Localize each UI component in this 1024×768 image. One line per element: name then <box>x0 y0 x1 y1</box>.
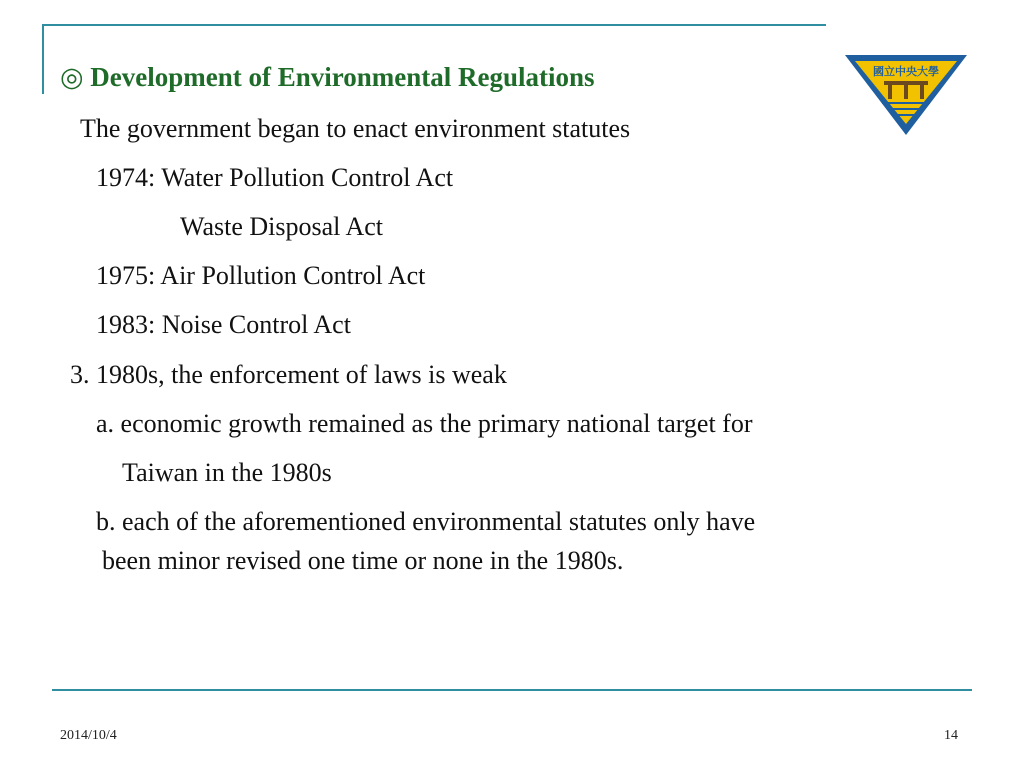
statute-intro-line: The government began to enact environment statutes <box>80 114 631 143</box>
emblem-glyphs: 國立中央大學 <box>873 65 939 78</box>
statute-1974-waste: Waste Disposal Act <box>180 212 383 241</box>
top-frame-rule <box>42 24 826 26</box>
slide-title: ◎ Development of Environmental Regulations <box>60 62 595 92</box>
point-3-heading: 3. 1980s, the enforcement of laws is weak <box>70 360 507 389</box>
statute-1974-water: 1974: Water Pollution Control Act <box>96 163 454 192</box>
point-3a-line-1: a. economic growth remained as the primary national target for <box>96 409 753 438</box>
point-3b-line-2: been minor revised one time or none in the 1980s. <box>102 546 624 575</box>
footer-rule <box>52 689 972 691</box>
footer-date: 2014/10/4 <box>60 728 117 743</box>
statute-1983-noise: 1983: Noise Control Act <box>96 310 351 339</box>
point-3a-line-2: Taiwan in the 1980s <box>122 458 332 487</box>
emblem-roof <box>884 81 928 85</box>
point-3b-line-1: b. each of the aforementioned environmental statutes only have <box>96 507 756 536</box>
page-number: 14 <box>944 728 958 743</box>
left-frame-rule <box>42 24 44 94</box>
university-emblem <box>842 52 970 138</box>
statute-1975-air: 1975: Air Pollution Control Act <box>96 261 426 290</box>
